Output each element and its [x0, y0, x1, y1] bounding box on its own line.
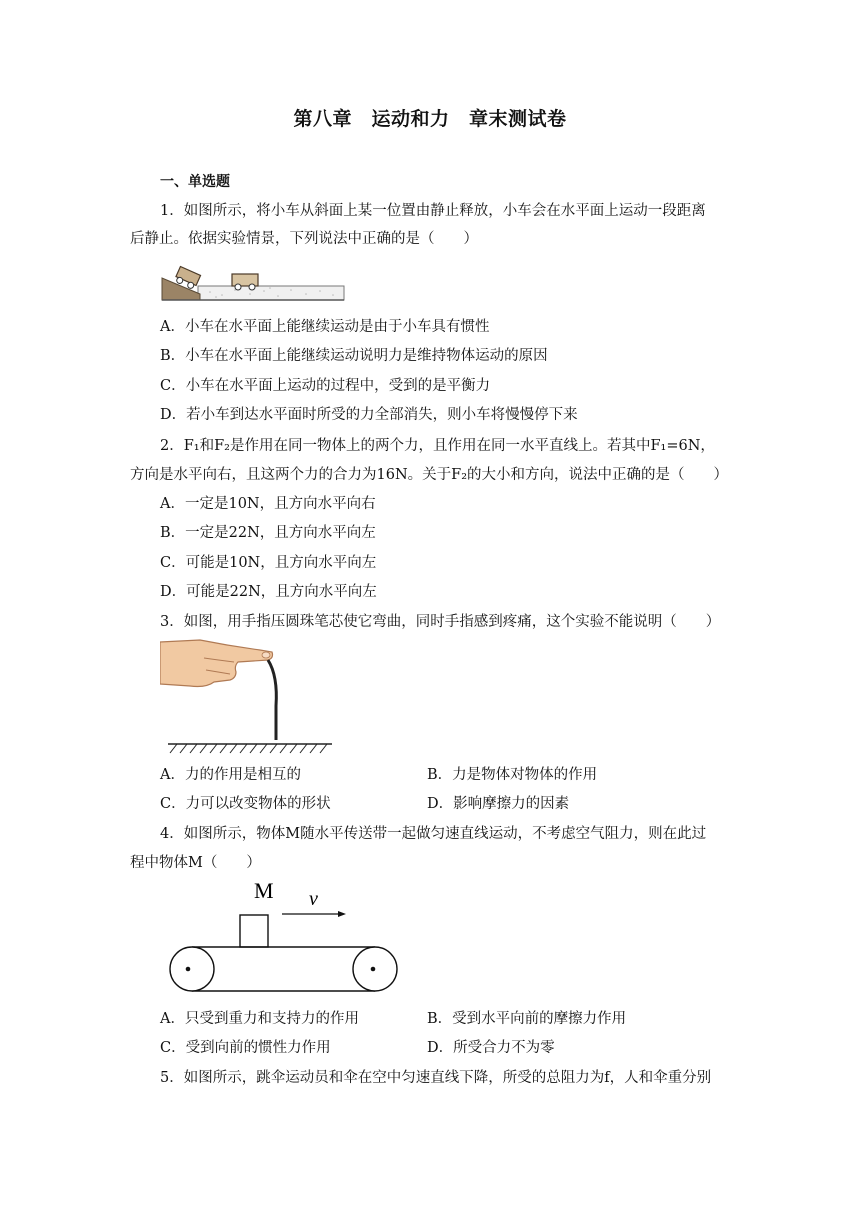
q4-option-c: C．受到向前的惯性力作用: [160, 1040, 331, 1056]
q3-option-c: C．力可以改变物体的形状: [160, 796, 331, 812]
q3-option-b: B．力是物体对物体的作用: [427, 767, 598, 783]
q2-option-a: A．一定是10N，且方向水平向右: [160, 496, 376, 512]
q4-stem-line2: 程中物体M（ ）: [130, 855, 261, 871]
q3-finger-pen-figure: [160, 636, 335, 756]
q1-incline-cart-figure: [160, 258, 345, 304]
q1-option-b: B．小车在水平面上能继续运动说明力是维持物体运动的原因: [160, 348, 548, 364]
q3-stem-line1: 3．如图，用手指压圆珠笔芯使它弯曲，同时手指感到疼痛，这个实验不能说明（ ）: [160, 614, 721, 630]
q2-option-b: B．一定是22N，且方向水平向左: [160, 525, 376, 541]
q1-option-c: C．小车在水平面上运动的过程中，受到的是平衡力: [160, 378, 491, 394]
q1-stem-line1: 1．如图所示，将小车从斜面上某一位置由静止释放，小车会在水平面上运动一段距离: [160, 203, 706, 219]
q2-stem-line1: 2．F₁和F₂是作用在同一物体上的两个力，且作用在同一水平直线上。若其中F₁=6N，: [160, 438, 715, 454]
mass-label: M: [254, 878, 274, 903]
q2-option-d: D．可能是22N，且方向水平向左: [160, 584, 377, 600]
q4-option-a: A．只受到重力和支持力的作用: [160, 1011, 359, 1027]
page-title: 第八章 运动和力 章末测试卷: [293, 108, 567, 130]
q2-option-c: C．可能是10N，且方向水平向左: [160, 555, 377, 571]
q1-stem-line2: 后静止。依据实验情景，下列说法中正确的是（ ）: [130, 231, 478, 247]
q4-stem-line1: 4．如图所示，物体M随水平传送带一起做匀速直线运动，不考虑空气阻力，则在此过: [160, 826, 707, 842]
q1-option-a: A．小车在水平面上能继续运动是由于小车具有惯性: [160, 319, 490, 335]
q3-option-d: D．影响摩擦力的因素: [427, 796, 570, 812]
q4-conveyor-belt-figure: [168, 876, 400, 996]
q3-option-a: A．力的作用是相互的: [160, 767, 301, 783]
q4-option-d: D．所受合力不为零: [427, 1040, 555, 1056]
q4-option-b: B．受到水平向前的摩擦力作用: [427, 1011, 627, 1027]
q5-stem-line1: 5．如图所示，跳伞运动员和伞在空中匀速直线下降，所受的总阻力为f，人和伞重分别: [160, 1070, 712, 1086]
q2-stem-line2: 方向是水平向右，且这两个力的合力为16N。关于F₂的大小和方向，说法中正确的是（ ）: [130, 467, 729, 483]
section-heading: 一、单选题: [160, 174, 230, 190]
velocity-label: v: [309, 888, 318, 910]
q1-option-d: D．若小车到达水平面时所受的力全部消失，则小车将慢慢停下来: [160, 407, 578, 423]
